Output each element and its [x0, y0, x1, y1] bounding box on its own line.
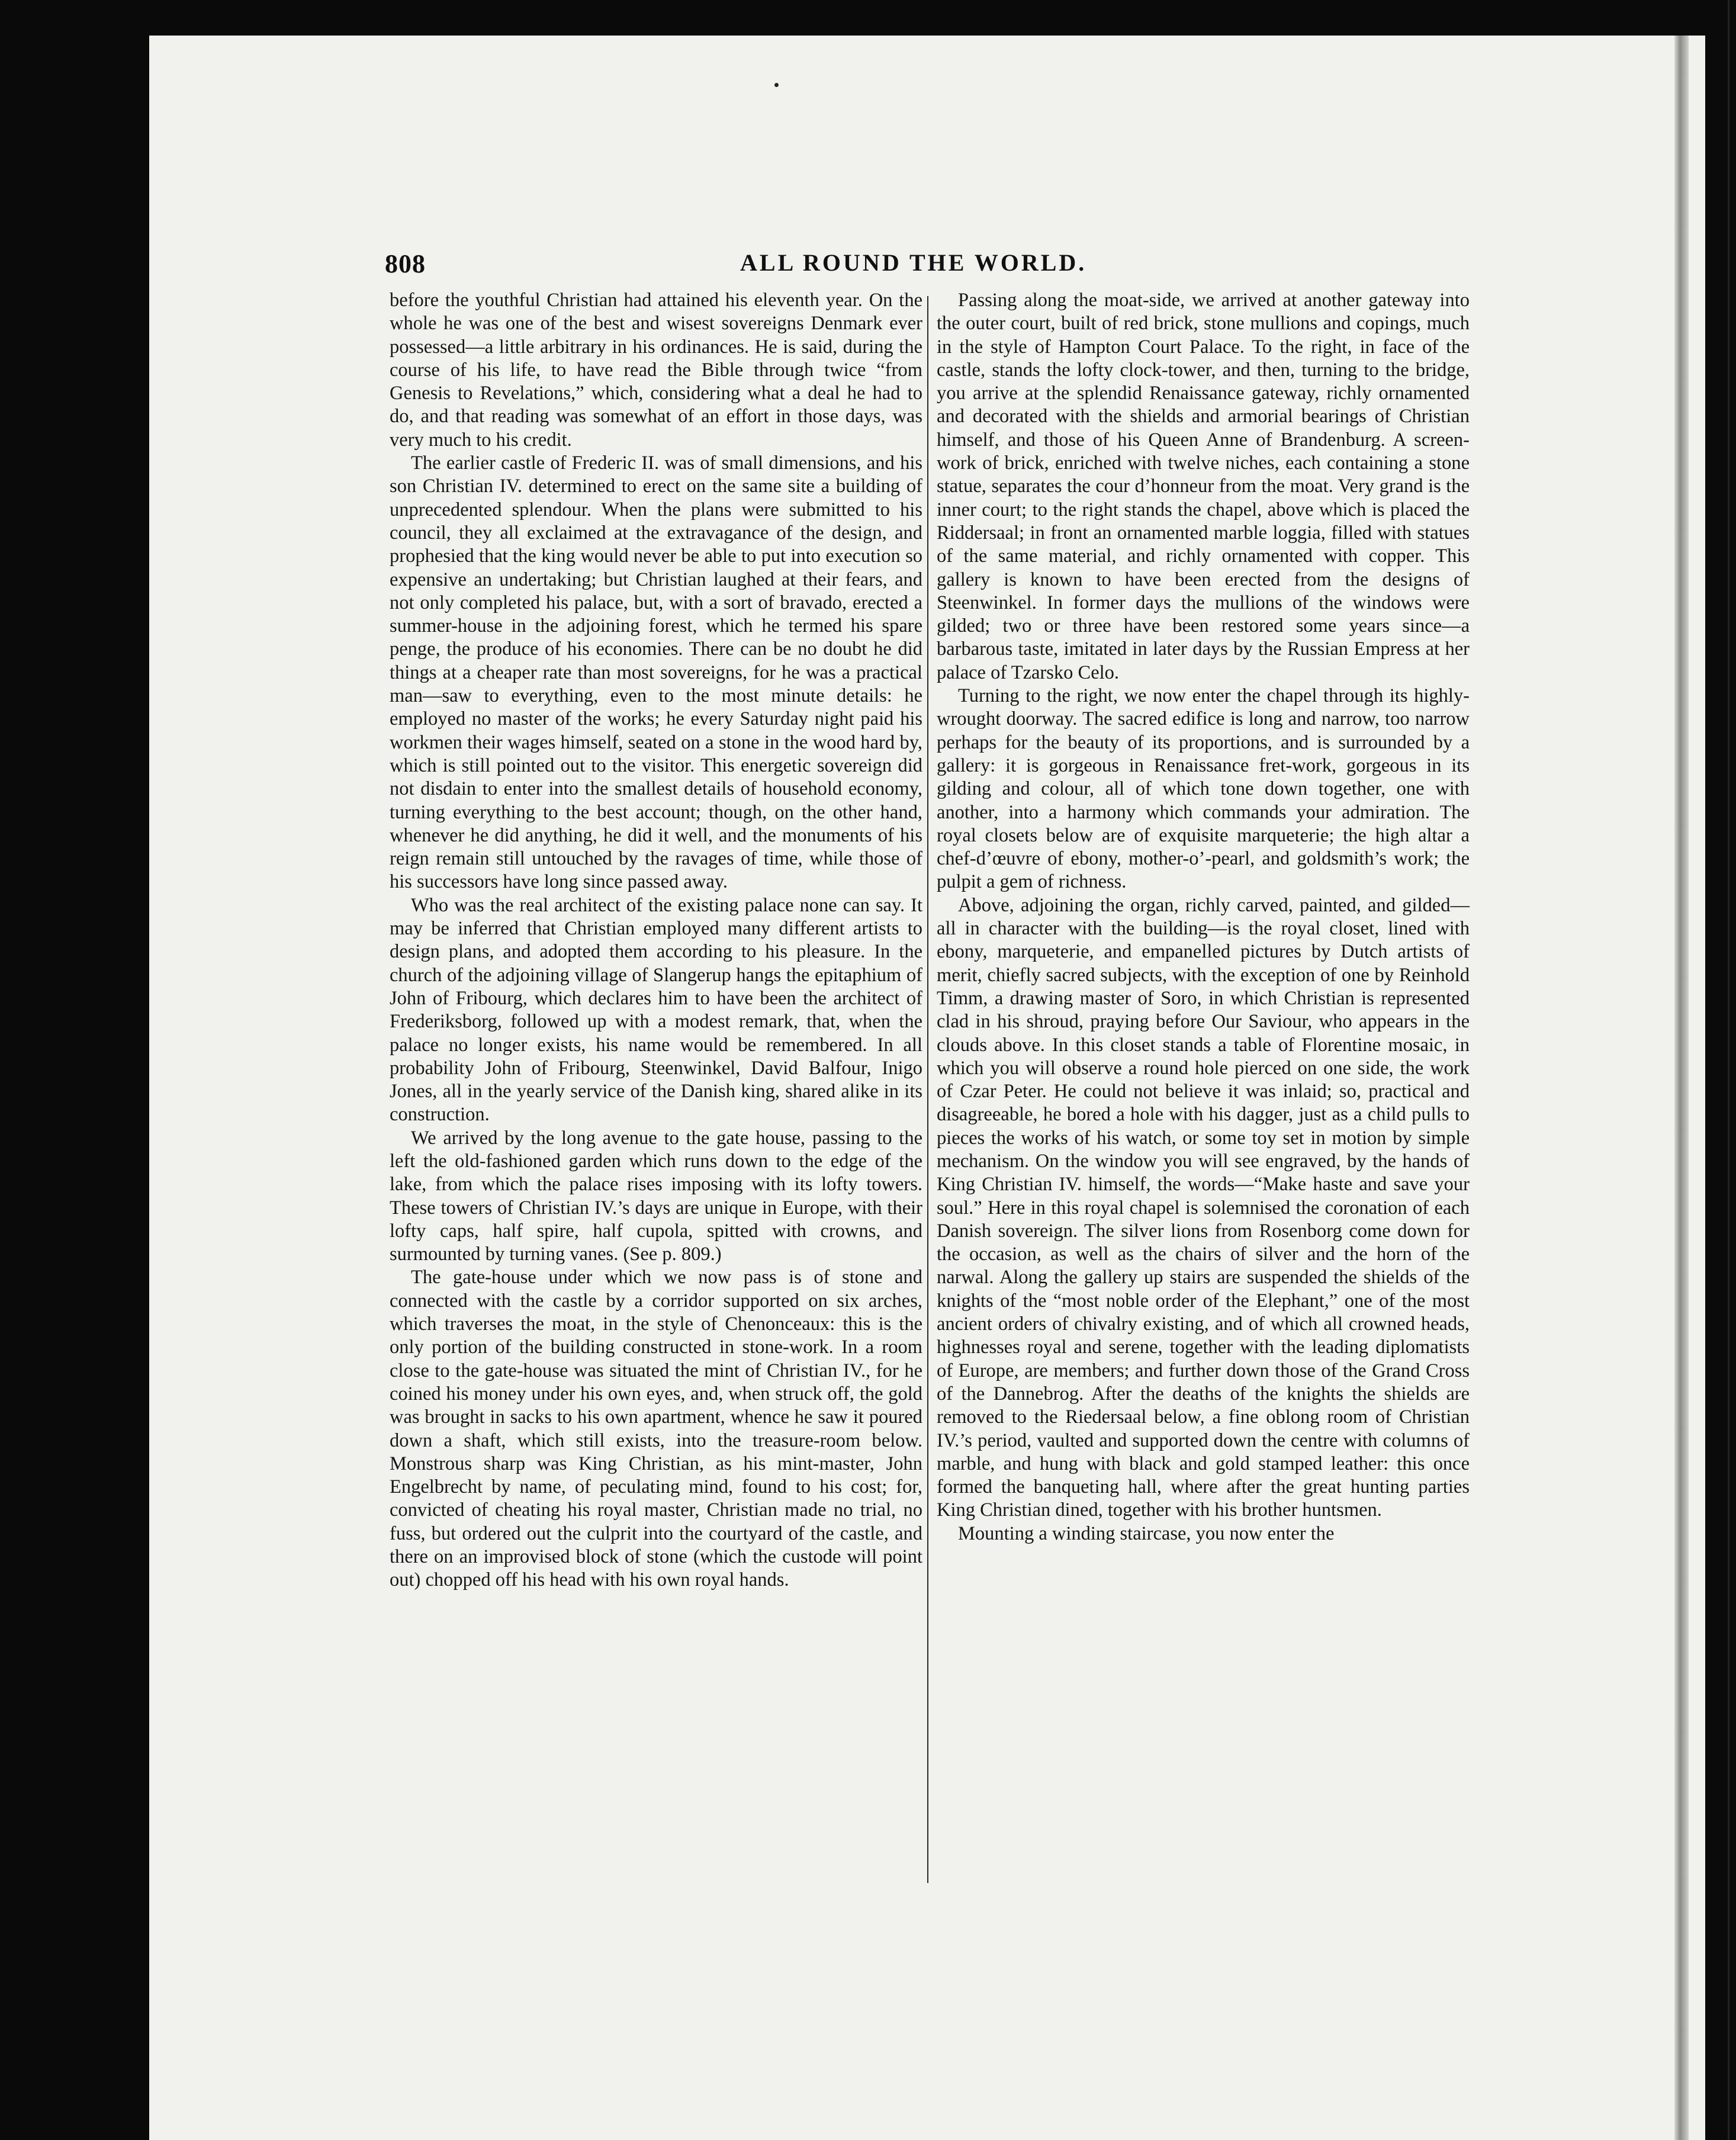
right-column	[937, 289, 1470, 1545]
left-paragraph-5: The gate-house under which we now pass is of stone and connected with the castle by a corridor supported on six arches, which traverses the moat, in the style of Chenonceaux: this is the only portion of the building constructed in stone-work. In a room close to the gate-house was situated the mint of Christian IV., for he coined his money under his own eyes, and, when struck off, the gold was brought in sacks to his own apartment, whence he saw it poured down a shaft, which still exists, into the treasure-room below. Monstrous sharp was King Christian, as his mint-master, John Engelbrecht by name, of peculating mind, found to his cost; for, convicted of cheating his royal master, Christian made no trial, no fuss, but ordered out the culprit into the courtyard of the castle, and there on an improvised block of stone (which the custode will point out) chopped off his head with his own royal hands.	[390, 1267, 922, 1591]
right-paragraph-3: Above, adjoining the organ, richly carved, painted, and gilded—all in character with the building—is the royal closet, lined with ebony, marqueterie, and empanelled pictures by Dutch artists of merit, chiefly sacred subjects, with the exception of one by Reinhold Timm, a drawing master of Soro, in which Christian is represented clad in his shroud, praying before Our Saviour, who appears in the clouds above. In this closet stands a table of Florentine mosaic, in which you will observe a round hole pierced on one side, the work of Czar Peter. He could not believe it was inlaid; so, practical and disagreeable, he bored a hole with his dagger, just as a child pulls to pieces the works of his watch, or some toy set in motion by simple mechanism. On the window you will see engraved, by the hands of King Christian IV. himself, the words—“Make haste and save your soul.” Here in this royal chapel is solemnised the coronation of each Danish sovereign. The silver lions from Rosenborg come down for the occasion, as well as the chairs of silver and the horn of the narwal. Along the gallery up stairs are suspended the shields of the knights of the “most noble order of the Elephant,” one of the most ancient orders of chivalry existing, and of which all crowned heads, highnesses royal and serene, together with the leading diplomatists of Europe, are members; and further down those of the Grand Cross of the Dannebrog. After the deaths of the knights the shields are removed to the Riedersaal below, a fine oblong room of Christian IV.’s period, vaulted and supported down the centre with columns of marble, and hung with black and gold stamped leather: this once formed the banqueting hall, where after the great hunting parties King Christian dined, together with his brother huntsmen.	[937, 894, 1470, 1521]
speck-mark	[774, 83, 779, 87]
column-divider	[927, 296, 928, 1883]
running-title: ALL ROUND THE WORLD.	[740, 249, 1087, 276]
page-number: 808	[385, 249, 426, 278]
right-paragraph-2: Turning to the right, we now enter the chapel through its highly-wrought doorway. The sacred edifice is long and narrow, too narrow perhaps for the beauty of its proportions, and is surrounded by a gallery: it is gorgeous in Renaissance fret-work, gorgeous in its gilding and colour, all of which tone down together, one with another, into a harmony which commands your admiration. The royal closets below are of exquisite marqueterie; the high altar a chef-d’œuvre of ebony, mother-o’-pearl, and goldsmith’s work; the pulpit a gem of richness.	[937, 685, 1470, 893]
left-paragraph-4: We arrived by the long avenue to the gate house, passing to the left the old-fashioned garden which runs down to the edge of the lake, from which the palace rises imposing with its lofty towers. These towers of Christian IV.’s days are unique in Europe, with their lofty caps, half spire, half cupola, spitted with crowns, and surmounted by turning vanes. (See p. 809.)	[390, 1127, 922, 1265]
right-paragraph-1: Passing along the moat-side, we arrived at another gateway into the outer court, built of red brick, stone mullions and copings, much in the style of Hampton Court Palace. To the right, in face of the castle, stands the lofty clock-tower, and then, turning to the bridge, you arrive at the splendid Renaissance gateway, richly ornamented and decorated with the shields and armorial bearings of Christian himself, and those of his Queen Anne of Brandenburg. A screen-work of brick, enriched with twelve niches, each containing a stone statue, separates the cour d’honneur from the moat. Very grand is the inner court; to the right stands the chapel, above which is placed the Riddersaal; in front an ornamented marble loggia, filled with statues of the same material, and richly ornamented with copper. This gallery is known to have been erected from the designs of Steenwinkel. In former days the mullions of the windows were gilded; two or three have been restored some years since—a barbarous taste, imitated in later days by the Russian Empress at her palace of Tzarsko Celo.	[937, 290, 1470, 683]
page-header	[385, 249, 1332, 284]
left-paragraph-1: before the youthful Christian had attained his eleventh year. On the whole he was one of the best and wisest sovereigns Denmark ever possessed—a little arbitrary in his ordinances. He is said, during the course of his life, to have read the Bible through twice “from Genesis to Revelations,” which, considering what a deal he had to do, and that reading was somewhat of an effort in those days, was very much to his credit.	[390, 290, 922, 451]
left-paragraph-2: The earlier castle of Frederic II. was of small dimensions, and his son Christian IV. determined to erect on the same site a building of unprecedented splendour. When the plans were submitted to his council, they all exclaimed at the extravagance of the design, and prophesied that the king would never be able to put into execution so expensive an undertaking; but Christian laughed at their fears, and not only completed his palace, but, with a sort of bravado, erected a summer-house in the adjoining forest, which he termed his spare penge, the produce of his economies. There can be no doubt he did things at a cheaper rate than most sovereigns, for he was a practical man—saw to everything, even to the most minute details: he employed no master of the works; he every Saturday night paid his workmen their wages himself, seated on a stone in the wood hard by, which is still pointed out to the visitor. This energetic sovereign did not disdain to enter into the smallest details of household economy, turning everything to the best account; though, on the other hand, whenever he did anything, he did it well, and the monuments of his reign remain still untouched by the ravages of time, while those of his successors have long since passed away.	[390, 452, 922, 893]
scan-border-right	[1728, 0, 1729, 2140]
right-paragraph-4: Mounting a winding staircase, you now enter the	[958, 1522, 1335, 1544]
left-paragraph-3: Who was the real architect of the existing palace none can say. It may be inferred that Christian employed many different artists to design plans, and adopted them according to his pleasure. In the church of the adjoining village of Slangerup hangs the epitaphium of John of Fribourg, which declares him to have been the architect of Frederiksborg, followed up with a modest remark, that, when the palace no longer exists, his name would be remembered. In all probability John of Fribourg, Steenwinkel, David Balfour, Inigo Jones, all in the yearly service of the Danish king, shared alike in its construction.	[390, 894, 922, 1126]
left-column	[390, 289, 922, 1592]
page-binding-edge	[1674, 36, 1689, 2140]
